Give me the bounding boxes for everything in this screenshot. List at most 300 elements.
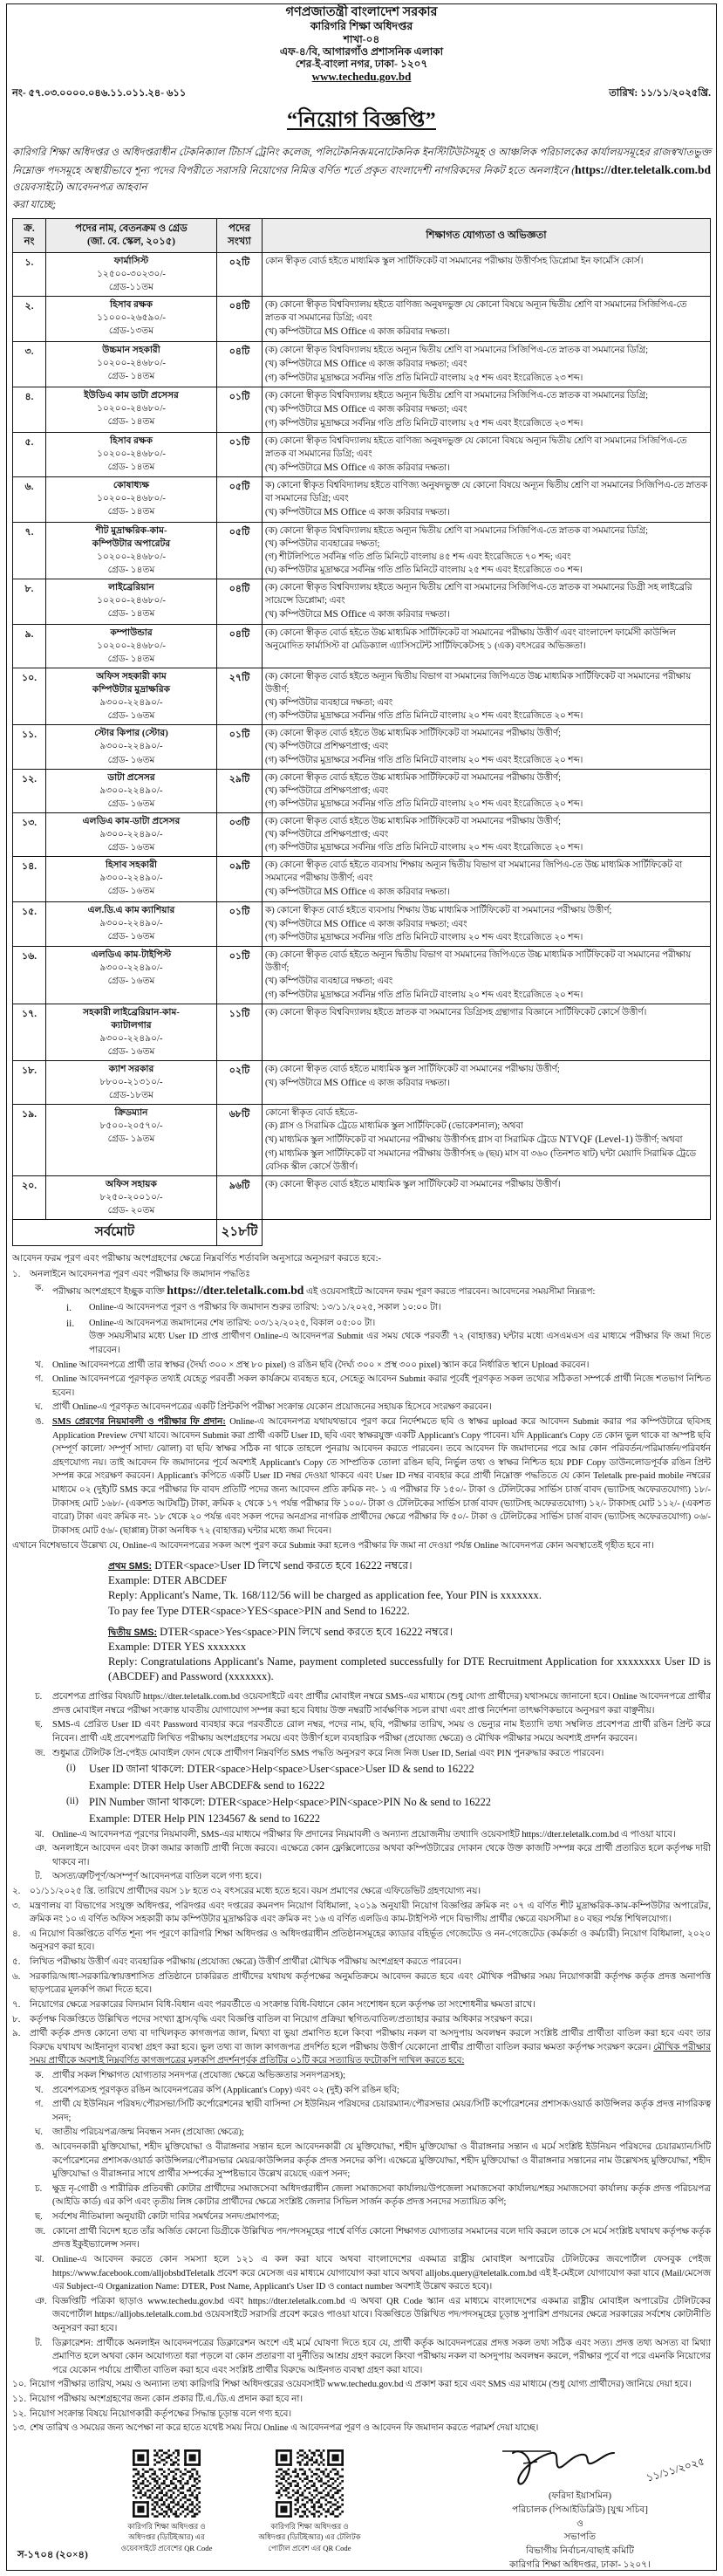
total-blank [263, 1219, 711, 1245]
condition-9-subitem-text: জাতীয় পরিচয়পত্র/জন্ম নিবন্ধন সনদ (প্রযোজ্য ক্ষেত্রে); [52, 2127, 244, 2138]
col-header-count-l1: পদের [228, 223, 250, 235]
cell-post-name [46, 947, 217, 1004]
qualification-line: (খ) কম্পিউটারে MS Office এ কাজ করিবার দক্ষতা। [265, 1077, 450, 1088]
condition-item [12, 1998, 711, 2012]
instruction-jha-text: Online-এ আবেদনপত্র পূরণের নিয়মাবলী, SMS-এর মাধ্যমে পরীক্ষার ফি প্রদানের নিয়মাবলী ও অন্যান্য প্রয়োজনীয় তথ্যাদি ওয়েবসাইট https://dter.teletalk.com.bd এ পাওয়া যাবে। [52, 1829, 676, 1840]
cell-vacancy-count: ০২টি [217, 252, 263, 296]
qualification-line: (ক) কোনো স্বীকৃত বিশ্ববিদ্যালয় হইতে বাণিজ্য অনুষদভুক্ত যে কোনো বিষয়ে অন্যূন দ্বিতীয় শ্রেণি বা সমমানের সিজিপিএ-তে স্নাতক বা সমমানের ডিগ্রি; এবং [265, 435, 687, 459]
table-row [13, 1060, 711, 1104]
cell-vacancy-count: ০১টি [217, 947, 263, 1004]
instruction-ja-text: শুধুমাত্র টেলিটক প্রি-পেইড মোবাইল ফোন থেকে প্রার্থীগণ নিম্নবর্ণিত SMS পদ্ধতি অনুসরণ করে নিজ নিজ User ID, Serial এবং PIN পুনরুদ্ধার করতে পারবেন। [52, 1748, 604, 1758]
apply-url-link[interactable]: https://dter.teletalk.com.bd [575, 163, 711, 177]
qualification-line: (গ) কম্পিউটার মুদ্রাক্ষরে সর্বনিম্ন গতি প্রতি মিনিটে বাংলায় ২৫ শব্দ এবং ইংরেজিতে ২৩ শব্দ। [265, 418, 583, 428]
qualification-line: (খ) কম্পিউটারে MS Office এ কাজ করিবার দক্ষতা; এবং [265, 918, 467, 929]
condition-item-marker: ৬. [12, 1971, 21, 1982]
cell-post-name [46, 341, 217, 387]
pay-grade: গ্রেড- ১৪তম [107, 462, 155, 472]
cell-vacancy-count: ০১টি [217, 725, 263, 769]
qualification-line: (খ) কম্পিউটারে প্রশিক্ষণপ্রাপ্ত; এবং [265, 742, 389, 752]
pay-scale: ৮২৫০-২০০১০/- [99, 1192, 163, 1202]
signature-block [449, 2444, 711, 2573]
pay-grade: গ্রেড-১১তম [108, 283, 154, 293]
condition-9-subitem-marker: চ. [35, 2183, 43, 2194]
second-sms-label: দ্বিতীয় SMS: [108, 1627, 157, 1638]
condition-9-subitem-text: ক্ষুদ্র নৃ-গোষ্ঠী ও শারীরিক প্রতিবন্ধী কোটার প্রার্থীদের সমাজসেবা অধিদপ্তরাধীন জেলা সমাজসেবা কার্যালয়/উপজেলা সমাজসেবা কার্যালয়/শহর সমাজসেবা কার্যালয় কর্তৃক প্রদত্ত পরিচয়পত্র (আইডি কার্ড) এর কপি এবং তৃতীয় লিঙ্গ কোটার প্রার্থীদের ক্ষেত্রে সংশ্লিষ্ট জেলার সিভিল সার্জন কর্তৃক প্রদত্ত সনদের সত্যায়িত কপি; [52, 2183, 711, 2208]
instruction-item-ga [35, 1373, 711, 1400]
cell-vacancy-count: ০৪টি [217, 341, 263, 387]
condition-9-underlined: মৌখিক পরীক্ষার সময় প্রার্থীকে অবশ্যই নিম্নবর্ণিত কাগজপত্রের মূলকপি প্রদর্শনপূর্বক প্রতিটির ০১টি করে সত্যায়িত ফটোকপি দাখিল করতে হবে: [30, 2042, 711, 2066]
qualification-line: (ক) কোনো স্বীকৃত বোর্ড হইতে মাধ্যমিক স্কুল সার্টিফিকেট বা সমমানের পরীক্ষায় উত্তীর্ণ; [265, 1064, 560, 1074]
qualification-line: (খ) মাধ্যমিক স্কুল সার্টিফিকেট বা সমমানের পরীক্ষায় উত্তীর্ণসহ গ্লাস বা সিরামিক ট্রেডে NTVQF (Level-1) উত্তীর্ণ; অথবা [265, 1134, 683, 1145]
qualification-line: (খ) কম্পিউটারে প্রশিক্ষণপ্রাপ্ত; এবং [265, 829, 389, 839]
second-sms-reply: Reply: Congratulations Applicant's Name, payment completed successfully for DTE Recruitment Application for xxxxxxxx User ID is (ABCDEF) and Password (xxxxxxx). [108, 1655, 711, 1682]
qualification-line: (ক) কোনো স্বীকৃত বোর্ড হইতে ব্যবসায় শিক্ষায় অন্যূন দ্বিতীয় বিভাগ বা সমমানের জিপিএ-তে উচ্চ মাধ্যমিক সার্টিফিকেট বা সমমানের পরীক্ষায় উত্তীর্ণ; এবং [265, 860, 683, 883]
condition-9-subitem [35, 2141, 711, 2182]
handwritten-signature [449, 2444, 711, 2490]
table-row [13, 523, 711, 579]
cell-serial: ১. [13, 252, 46, 296]
cell-post-name [46, 523, 217, 579]
signatory-office: কারিগরি শিক্ষা অধিদপ্তর, ঢাকা- ১২০৭। [509, 2560, 651, 2571]
instruction-sms-text [52, 1415, 711, 1538]
sms-rules-heading: SMS প্রেরণের নিয়মাবলী ও পরীক্ষার ফি প্রদান: [52, 1417, 226, 1428]
qualification-line: (ক) গ্লাস ও সিরামিক ট্রেডে মাধ্যমিক স্কুল সার্টিফিকেট (ভোকেশনাল); অথবা [265, 1120, 524, 1131]
cell-post-name [46, 725, 217, 769]
condition-9-subitem-marker: ট. [35, 2338, 43, 2348]
post-title: লাইব্রেরিয়ান [108, 583, 154, 593]
post-title: এলডিএ কাম-ডাটা প্রসেসর [82, 816, 181, 826]
instruction-ka-marker: ক. [35, 1284, 44, 1294]
cell-vacancy-count: ০১টি [217, 387, 263, 432]
condition-9-subitem-marker: ঞ. [35, 2296, 47, 2306]
condition-9-subitem [35, 2225, 711, 2252]
pay-scale: ১০২০০-২৪৬৮০/- [97, 494, 166, 504]
publication-code: স-১৭০৪ (২০×৪) [17, 2550, 88, 2561]
post-title: কোষাধ্যক্ষ [113, 481, 150, 491]
condition-item [12, 2408, 711, 2422]
table-row [13, 1104, 711, 1175]
qualification-line: (গ) কম্পিউটার মুদ্রাক্ষরে সর্বনিম্ন গতি প্রতি মিনিটে বাংলায় ২০ শব্দ এবং ইংরেজিতে ২০ শব্দ। [265, 755, 583, 765]
instructions-section [12, 1252, 711, 2436]
condition-9-subitem [35, 2337, 711, 2378]
col-header-vacancies [217, 219, 263, 253]
pay-scale: ৮৮০০-২১৩১০/- [99, 1077, 163, 1087]
post-title: কম্পাউন্ডার [110, 628, 153, 639]
post-title-line2: কম্পিউটার মুদ্রাক্ষরিক [92, 685, 171, 695]
document-footer [12, 2444, 711, 2576]
intro-text-2: ওয়েবসাইটে) আবেদনপত্র আহবান [12, 182, 147, 194]
col-header-serial-l1: ক্র. [24, 223, 35, 235]
qualification-line: (ক) কোনো স্বীকৃত বোর্ড হইতে উচ্চ মাধ্যমিক সার্টিফিকেট বা সমমানের পরীক্ষায় উত্তীর্ণ; [265, 816, 561, 826]
intro-tail: করা যাচ্ছে; [12, 199, 57, 211]
table-row [13, 387, 711, 432]
condition-9-subitem [35, 2069, 711, 2083]
signatory-and: ও [576, 2518, 583, 2529]
first-sms-example: Example: DTER ABCDEF [108, 1574, 228, 1587]
qualification-line: (ক) কোনো স্বীকৃত বিশ্ববিদ্যালয় হইতে অন্যূন দ্বিতীয় শ্রেণি বা সমমানের সিজিপিএ-তে স্নাতক বা সমমানের ডিগ্রি; [265, 526, 648, 537]
memo-number: নং- ৫৭.০৩.০০০০.০৪৬.১১.০১১.২৪- ৬১১ [12, 87, 187, 99]
cell-vacancy-count: ০২টি [217, 1060, 263, 1104]
condition-item-text: লিখিত পরীক্ষায় উত্তীর্ণ এবং ব্যবহারিক পরীক্ষায় (প্রযোজ্য ক্ষেত্রে) উত্তীর্ণ প্রার্থীরা মৌখিক পরীক্ষায় অংশগ্রহণ করতে পারবেন। [30, 1957, 461, 1968]
instruction-kha-text: Online আবেদনপত্রে প্রার্থী তার স্বাক্ষর (দৈর্ঘ্য ৩০০ × প্রস্থ ৮০ pixel) ও রঙিন ছবি (দৈর্ঘ্য ৩০০ × প্রস্থ ৩০০ pixel) স্ক্যান করে নির্ধারিত স্থানে Upload করবেন। [52, 1360, 590, 1370]
cell-post-name [46, 812, 217, 856]
condition-item-text: ০১/১১/২০২৫ খ্রি. তারিখে প্রার্থীদের বয়স ১৮ হতে ৩২ বৎসরের মধ্যে হতে হবে। বয়স প্রমাণের ক্ষেত্রে এফিডেভিট গ্রহণযোগ্য নয়। [30, 1887, 481, 1897]
condition-item [12, 1956, 711, 1970]
qualification-line: (গ) কম্পিউটার মুদ্রাক্ষরে সর্বনিম্ন গতি প্রতি মিনিটে বাংলায় ২০ শব্দ এবং ইংরেজিতে ২০ শব্দ। [265, 933, 583, 943]
post-title: এল.ডি.এ কাম ক্যাশিয়ার [87, 905, 175, 915]
help-pin-text [89, 1794, 711, 1826]
cell-post-name [46, 579, 217, 625]
total-vacancies: ২১৮টি [217, 1219, 263, 1245]
memo-row [12, 86, 711, 102]
qualification-line: (ক) কোনো স্বীকৃত বোর্ড হইতে উচ্চ মাধ্যমিক সার্টিফিকেট বা সমমানের পরীক্ষায় উত্তীর্ণ এবং বাংলাদেশ ফার্মেসী কাউন্সিল অনুমোদিত ফার্মাসিস্ট বা মেডিক্যাল এ্যাসিসটেন্ট সার্টিফিকেটসহ ১ (এক) বৎসরের অভিজ্ঞতা। [265, 628, 676, 652]
condition-9-subitem [35, 2098, 711, 2125]
pay-grade: গ্রেড- ১৪তম [107, 565, 155, 576]
cell-serial: ৩. [13, 341, 46, 387]
first-sms-line [108, 1559, 711, 1573]
pay-scale: ৯৩০০-২২৪৯০/- [99, 1033, 163, 1044]
cell-serial: ৬. [13, 477, 46, 523]
condition-9-subitem-marker: জ. [35, 2226, 45, 2237]
condition-item-text: নিয়োগের ক্ষেত্রে সরকারের বিদ্যমান বিধি-বিধান এবং পরবর্তীতে এ সংক্রান্ত বিধি-বিধানে কোন সংশোধন হলে কর্তৃপক্ষ তা সংশোধনীর ক্ষমতা রাখে। [30, 1999, 535, 2010]
post-title: এলডিএ কাম-টাইপিস্ট [91, 950, 172, 961]
qr-teletalk-caption: কারিগরি শিক্ষা অধিদপ্তর ও অধিদপ্তর (ডিটিইআর) এর টেলিটক পোর্টাল প্রবেশ এর QR Code [258, 2521, 361, 2552]
instruction-nya-marker: ঞ. [35, 1844, 47, 1854]
condition-item-marker: ১২. [12, 2408, 27, 2419]
posts-table-body [13, 252, 711, 1245]
pay-grade: গ্রেড- ১৬তম [107, 798, 155, 809]
cell-post-name [46, 297, 217, 342]
cell-post-name [46, 1060, 217, 1104]
condition-item-marker: ৭. [12, 1999, 21, 2010]
qualification-line: (ক) কোনো স্বীকৃত বিশ্ববিদ্যালয় হইতে বাণিজ্য অনুষদভুক্ত যে কোনো বিষয়ে অন্যূন দ্বিতীয় শ্রেণি বা সমমানের সিজিপিএ-তে স্নাতক বা সমমানের ডিগ্রি; এবং [265, 300, 687, 324]
condition-item-text: শেষ তারিখ ও সময়ের জন্য অপেক্ষা না করে হাতে যথেষ্ট সময় নিয়ে Online এ আবেদনপত্র পূরণ ও আবেদন ফি জমাদান করতে পরামর্শ দেয়া যাচ্ছে। [30, 2423, 539, 2434]
second-sms-example: Example: DTER YES xxxxxxx [108, 1640, 246, 1653]
qualification-line: (খ) কম্পিউটার ব্যবহারে দক্ষতা; এবং [265, 976, 393, 987]
condition-9-subitem-marker: ঙ. [35, 2142, 44, 2153]
cell-qualification [263, 1060, 711, 1104]
qualification-line: (ক) কোনো স্বীকৃত বিশ্ববিদ্যালয় হইতে অন্যূন দ্বিতীয় শ্রেণি বা সমমানের সিজিপিএ-তে স্নাতক বা সমমানের ডিগ্রী সহ লাইব্রেরি সায়েন্সে ডিপ্লোমা; এবং [265, 583, 692, 606]
cell-qualification [263, 668, 711, 725]
qualification-line: (খ) কম্পিউটারে MS Office এ কাজ করিবার দক্ষতা। [265, 886, 450, 897]
pay-grade: গ্রেড- ১৪তম [107, 609, 155, 620]
cell-qualification [263, 1175, 711, 1219]
instruction-chha-marker: ছ. [35, 1720, 43, 1730]
cell-serial: ৮. [13, 579, 46, 625]
pay-scale: ৯৩০০-২২৪৯০/- [99, 963, 163, 974]
signatory-title: পরিচালক (পিআইডিব্লিউ) [যুগ্ম সচিব] [512, 2504, 648, 2515]
cell-serial: ৪. [13, 387, 46, 432]
intro-text-1: কারিগরি শিক্ষা অধিদপ্তর ও অধিদপ্তরাধীন টেকনিক্যাল টিচার্স ট্রেনিং কলেজ, পলিটেকনিক/মনোটেকনিক ইনস্টিটিউটসমূহ ও আঞ্চলিক পরিচালকের কার্যালয়সমূহের রাজস্বখাতভুক্ত নিম্নোক্ত পদসমূহে অস্থায়ীভাবে শূন্য পদের বিপরীতে সরাসরি নিয়োগের নিমিত্ত বর্ণিত শর্তে প্রকৃত বাংলাদেশী নাগরিকদের নিকট হতে অনলাইনে ( [12, 146, 711, 177]
pay-scale: ১২৫০০-৩০২৩০/- [97, 269, 166, 279]
condition-item-text: মন্ত্রণালয় বা বিভাগের সংযুক্ত অধিদপ্তর, পরিদপ্তর এবং দপ্তরের কমনপদ নিয়োগ বিধিমালা, ২০১৯ অনুযায়ী নিয়োগ বিজ্ঞপ্তির ক্রমিক নং ০৭ এ বর্ণিত শীট মুদ্রাক্ষরিক-কাম-কম্পিউটার অপারেটর, ক্রমিক নং ১০ এ বর্ণিত অফিস সহকারী কাম কম্পিউটার মুদ্রাক্ষরিক এবং ক্রমিক নং ১৬ এ বর্ণিত এলডিএ কাম-টাইপিস্ট পদে বিভাগীয় প্রার্থীর ক্ষেত্রে বয়সসীমা ৪০ বছর পর্যন্ত শিথিলযোগ্য। [30, 1901, 711, 1925]
cell-qualification [263, 1004, 711, 1060]
cell-vacancy-count: ০৪টি [217, 297, 263, 342]
condition-item [12, 1885, 711, 1899]
qualification-line: (গ) কম্পিউটার মুদ্রাক্ষরে সর্বনিম্ন গতি প্রতি মিনিটে বাংলায় ২০ শব্দ এবং ইংরেজিতে ২০ শব্দ। [265, 798, 583, 809]
cell-post-name [46, 1004, 217, 1060]
sms-note: এখানে বিশেষভাবে উল্লেখ্য যে, Online-এ আবেদনপত্রের সকল অংশ পুরণ করে Submit করা হলেও পরীক্ষার ফি জমা না দেওয়া পর্যন্ত Online আবেদনপত্র কোন অবস্থাতেই গৃহীত হবে না। [12, 1540, 654, 1551]
qualification-line: (গ) কম্পিউটার মুদ্রাক্ষরে সর্বনিম্ন গতি প্রতি মিনিটে বাংলায় ২০ শব্দ এবং ইংরেজিতে ২০ শব্দ। [265, 711, 583, 722]
cell-qualification [263, 297, 711, 342]
instruction-item-sms [35, 1415, 711, 1538]
teletalk-portal-qr-code-icon[interactable] [276, 2449, 344, 2518]
instruction-kha-marker: খ. [35, 1360, 44, 1370]
header-website-link[interactable]: www.techedu.gov.bd [311, 70, 412, 84]
col-header-post-l1: পদের নাম, বেতনক্রম ও গ্রেড [75, 223, 188, 235]
condition-9-body: প্রার্থী কর্তৃক প্রদত্ত কোনো তথ্য বা দাখিলকৃত কাগজপত্র জাল, মিথ্যা বা ভুয়া প্রমাণিত হলে কিংবা পরীক্ষায় নকল বা অসদুপায় অবলম্বন করলে সংশ্লিষ্ট প্রার্থীর প্রার্থীতা বাতিল করা হবে এবং তার বিরুদ্ধে যথাযথ আইনানুগ ব্যবস্থা গ্রহণ করা হবে। ভুল তথ্য বা জাল কাগজপত্র প্রদর্শিত হলে পরীক্ষায় উত্তীর্ণ যেকোনো প্রার্থীর প্রার্থীতা বাতিল করার ক্ষমতা কর্তৃপক্ষ সংরক্ষণ করেন। [30, 2029, 711, 2052]
page-title: “নিয়োগ বিজ্ঞপ্তি” [286, 108, 437, 132]
post-title: ইউডিএ কাম ডাটা প্রসেসর [84, 390, 179, 401]
table-row [13, 1175, 711, 1219]
cell-vacancy-count: ১১টি [217, 1004, 263, 1060]
qualification-line: (ক) কোনো স্বীকৃত বোর্ড হইতে অন্যূন দ্বিতীয় বিভাগ বা সমমানের জিপিএতে উচ্চ মাধ্যমিক সার্টিফিকেট বা সমমানের পরীক্ষায় উত্তীর্ণ; [265, 950, 692, 974]
table-row [13, 668, 711, 725]
condition-item-text: এ নিয়োগ বিজ্ঞপ্তিতে বর্ণিত শূন্য পদ পূরণে কারিগরি শিক্ষা অধিদপ্তর ও অধিদপ্তরাধীন প্রতিষ্ঠানসমূহের ক্যাডার বহির্ভূত গেজেটেড ও নন-গেজেটেড (কর্মকর্তা ও কর্মচারী) নিয়োগ বিধিমালা, ২০২০ অনুসরণ করা হবে। [30, 1929, 711, 1953]
condition-item-text: নিয়োগ পরীক্ষায় অংশগ্রহণের জন্য কোন প্রকার টি.এ./ডি.এ প্রদান করা হবে না। [30, 2394, 304, 2404]
col-header-post-name [46, 219, 217, 253]
pay-grade: গ্রেড- ১৪তম [107, 416, 155, 427]
first-sms-block [108, 1559, 711, 1619]
instruction-item-ka [35, 1282, 711, 1299]
condition-9-subitem [35, 2253, 711, 2294]
pay-grade: গ্রেড-১৮তম [108, 1090, 154, 1100]
cell-serial: ২০. [13, 1175, 46, 1219]
table-row [13, 769, 711, 812]
col-header-post-l2: (জা. বে. স্কেল, ২০১৫) [87, 236, 175, 248]
instruction-ga-text: Online আবেদনপত্রে পূরণকৃত তথ্যই যেহেতু পরবর্তী সকল কার্যক্রমে ব্যবহৃত হবে, সেহেতু আবেদন Submit করার পূর্বেই পূরণকৃত সকল তথ্যের সঠিকতা সম্পর্কে প্রার্থী নিজে শতভাগ নিশ্চিত হবেন। [52, 1374, 711, 1398]
qr-item-teletalk [258, 2449, 361, 2553]
condition-9-subitem-text: বিজ্ঞপ্তিটি পত্রিকা ছাড়াও www.techedu.gov.bd এবং https://dter.teletalk.com.bd এ অথবা QR Code স্ক্যান এর মাধ্যমে বাংলাদেশের একমাত্র রাষ্ট্রীয় মোবাইল অপারেটর টেলিটকের জবপোর্টাল https://alljobs.teletalk.com.bd ওয়েবসাইটে সরাসরি প্রবেশ করেও পাওয়া যাবে। বিজ্ঞপ্তিতে উল্লিখিত পদ/পদসমূহের চূড়ান্ত সুপারিশ প্রণয়নের ক্ষেত্রে সরকারের সর্বশেষ কোটানীতি অনুসরণ করা হবে। [52, 2296, 711, 2333]
instruction-ta-text: অসত্য/ত্রুটিপূর্ণ/অসম্পূর্ণ আবেদনপত্র বাতিল বলে গণ্য হবে। [52, 1872, 263, 1882]
pay-grade: গ্রেড- ১৬তম [107, 976, 155, 987]
first-sms-pay: To pay fee Type DTER<space>YES<space>PIN and Send to 16222. [108, 1604, 410, 1617]
cell-qualification [263, 579, 711, 625]
table-row [13, 252, 711, 296]
pay-grade: গ্রেড- ১৬তম [107, 711, 155, 722]
cell-qualification [263, 901, 711, 947]
help-userid-text [89, 1761, 711, 1793]
memo-date: তারিখ: ১১/১১/২০২৫খ্রি. [609, 87, 711, 99]
qualification-line: (ক) কোনো স্বীকৃত বিশ্ববিদ্যালয় হইতে অন্যূন দ্বিতীয় শ্রেণি বা সমমানের সিজিপিএ-তে স্নাতক বা সমমানের ডিগ্রি; [265, 390, 648, 401]
cell-qualification [263, 625, 711, 668]
condition-item-text: নিয়োগ সংক্রান্ত বিষয়ে নিয়োগকারী কর্তৃপক্ষের সিদ্ধান্ত চূড়ান্ত বলে গণ্য হবে। [30, 2408, 292, 2419]
pay-scale: ১০২০০-২৪৬৮০/- [97, 358, 166, 368]
pay-scale: ৮৫০০-২০৫৭০/- [99, 1120, 163, 1131]
pay-grade: গ্রেড- ১৬তম [107, 1046, 155, 1057]
post-title: ক্রিডম্যান [114, 1107, 148, 1118]
qualification-line: (ক) কোনো স্বীকৃত বোর্ড হইতে অন্যূন দ্বিতীয় বিভাগ বা সমমানের জিপিএতে উচ্চ মাধ্যমিক সার্টিফিকেট বা সমমানের পরীক্ষায় উত্তীর্ণ; [265, 672, 692, 695]
numbered-conditions-list [12, 1885, 711, 2026]
document-header [12, 5, 711, 84]
signature-date: ১১/১১/২০২৫ [645, 2455, 706, 2484]
cell-serial: ১৩. [13, 812, 46, 856]
cell-qualification [263, 523, 711, 579]
qualification-line: (খ) কম্পিউটারে MS Office এ কাজ করিবার দক্ষতা; এবং [265, 358, 467, 369]
qualification-line: কোন স্বীকৃত বোর্ড হইতে মাধ্যমিক স্কুল সার্টিফিকেট বা সমমানের পরীক্ষায় উত্তীর্ণসহ ডিপ্লোমা ইন ফার্মেসি কোর্স। [265, 256, 644, 266]
branch-name: শাখা-০৪ [343, 32, 380, 45]
qualification-line: (খ) কম্পিউটার ব্যবহারে দক্ষতা; এবং [265, 698, 393, 709]
qualification-line: (খ) কম্পিউটারে MS Office এ কাজ করিবার দক্ষতা। [265, 462, 450, 473]
table-row [13, 812, 711, 856]
office-city: শের-ই-বাংলা নগর, ঢাকা- ১২০৭ [295, 58, 428, 71]
table-row [13, 901, 711, 947]
cell-vacancy-count: ০৪টি [217, 625, 263, 668]
cell-serial: ১৫. [13, 901, 46, 947]
cell-post-name [46, 769, 217, 812]
condition-9-subitem-marker: ছ. [35, 2212, 43, 2223]
instruction-item-1 [12, 1268, 711, 1282]
table-row [13, 297, 711, 342]
title-wrap [12, 104, 711, 139]
ka-pre: পরীক্ষায় অংশগ্রহণে ইচ্ছুক ব্যক্তি [52, 1287, 167, 1298]
post-title: ফার্মাসিস্ট [113, 256, 149, 266]
cell-vacancy-count: ০১টি [217, 901, 263, 947]
cell-qualification [263, 947, 711, 1004]
table-row [13, 432, 711, 477]
ka-post: এই ওয়েবসাইটে আবেদন ফরম পূরণ করতে পারবেন। আবেদনের সময়সীমা নিম্নরূপ: [304, 1287, 596, 1298]
condition-9-subitem-marker: খ. [35, 2085, 44, 2095]
ka-url-link[interactable]: https://dter.teletalk.com.bd [167, 1284, 304, 1298]
pay-grade: গ্রেড- ১৪তম [107, 654, 155, 665]
cell-serial: ৫. [13, 432, 46, 477]
condition-9-subitem-marker: ক. [35, 2070, 44, 2080]
pay-scale: ১০২০০-২৪৬৮০/- [97, 552, 166, 563]
website-qr-code-icon[interactable] [133, 2449, 201, 2518]
qualification-line: (গ) কম্পিউটার মুদ্রাক্ষরে সর্বনিম্ন গতি প্রতি মিনিটে বাংলায় ২০ শব্দ এবং ইংরেজিতে ২০ শব্দ। [265, 842, 583, 853]
total-label: সর্বমোট [13, 1219, 217, 1245]
instruction-nya-text: অনলাইনে আবেদন এবং টাকা জমার কাজটি প্রার্থী নিজে করবে। এক্ষেত্রে কোন ফ্লেক্সিলোডের অথবা কম্পিউটারের দোকান থেকে উক্ত কাজটি সম্পন্ন করে প্রার্থী প্রতারিত হলে কর্তৃপক্ষ দায়ী থাকবে না। [52, 1844, 711, 1867]
cell-vacancy-count: ৯৬টি [217, 1175, 263, 1219]
post-title: স্টোর কিপার (স্টোর) [94, 729, 168, 739]
qualification-line: (ঘ) কম্পিউটার মুদ্রাক্ষরে সর্বনিম্ন গতি প্রতি মিনিটে বাংলায় ২৫ শব্দ এবং ইংরেজিতে ৩০ শব্দ। [265, 565, 583, 576]
qualification-line: (ক) কোনো স্বীকৃত বোর্ড হইতে উচ্চ মাধ্যমিক সার্টিফিকেট বা সমমানের পরীক্ষায় উত্তীর্ণ; [265, 772, 561, 783]
instruction-ta-marker: ট. [35, 1872, 43, 1882]
instruction-ja-marker: জ. [35, 1748, 45, 1758]
second-sms-block [108, 1625, 711, 1685]
pay-grade: গ্রেড-১৩তম [108, 326, 154, 337]
cell-post-name [46, 1175, 217, 1219]
pay-grade: গ্রেড- ১৬তম [107, 755, 155, 765]
post-title: হিসাব সহকারী [105, 860, 158, 870]
table-row [13, 579, 711, 625]
cell-qualification [263, 477, 711, 523]
cell-post-name [46, 856, 217, 901]
signatory-committee: বিভাগীয় নির্বাচন/বাছাই কমিটি [526, 2546, 634, 2557]
condition-item [12, 2013, 711, 2027]
cell-qualification [263, 725, 711, 769]
cell-post-name [46, 901, 217, 947]
condition-item [12, 2378, 711, 2392]
instruction-gha-text: প্রার্থী Online-এ পূরণকৃত আবেদনপত্রের একটি প্রিন্টকপি পরীক্ষা সংক্রান্ত যেকোন প্রয়োজনের সহায়ক হিসেবে সংরক্ষণ করবেন। [52, 1402, 492, 1413]
help-pin-marker: (ii) [66, 1796, 78, 1807]
pay-scale: ৯৩০০-২২৪৯০/- [99, 742, 163, 752]
qualification-line: (গ) কম্পিউটার মুদ্রাক্ষরে সর্বনিম্ন গতি প্রতি মিনিটে বাংলায় ২০ শব্দ এবং ইংরেজিতে ২০ শব্দ। [265, 990, 583, 1000]
first-sms-format: DTER<space>User ID লিখে send করতে হবে 16222 নম্বরে। [152, 1559, 413, 1572]
condition-9-marker: ৯. [12, 2029, 21, 2039]
help-userid-format: User ID জানা থাকলে: DTER<space>Help<space>User<space>User ID & send to 16222 [89, 1763, 474, 1776]
cell-post-name [46, 477, 217, 523]
condition-9-subitem [35, 2084, 711, 2098]
condition-9-subitem [35, 2295, 711, 2336]
pay-scale: ৯৩০০-২২৪৯০/- [99, 873, 163, 883]
instruction-cha-text: প্রবেশপত্র প্রাপ্তির বিষয়টি https://dter.teletalk.com.bd ওয়েবসাইটে এবং প্রার্থীর মোবাইল নম্বরে SMS-এর মাধ্যমে (শুধু যোগ্য প্রার্থীদের) যথাসময়ে জানানো হবে। Online আবেদনপত্রে প্রার্থীর প্রদত্ত মোবাইল নম্বরে পরীক্ষা সংক্রান্ত যাবতীয় যোগাযোগ সম্পন্ন করা হবে বিধায় উক্ত নম্বরটি সার্বক্ষণিক সচল রাখা এবং প্রাপ্ত নির্দেশনা তাৎক্ষণিকভাবে অনুসরণ করা বাঞ্ছনীয়। [52, 1692, 711, 1716]
cell-serial: ৭. [13, 523, 46, 579]
qualification-line: (ক) কোনো স্বীকৃত বোর্ড হইতে মাধ্যমিক স্কুল সার্টিফিকেট বা সমমানের পরীক্ষায় উত্তীর্ণ। [265, 1179, 561, 1189]
pay-scale: ৯৩০০-২২৪৯০/- [99, 785, 163, 796]
help-pin-format: PIN Number জানা থাকলে: DTER<space>Help<space>PIN<space>PIN No & send to 16222 [89, 1796, 492, 1809]
instruction-roman-ii [66, 1317, 711, 1358]
instruction-item-kha [35, 1359, 711, 1373]
pay-scale: ৯৩০০-২২৪৯০/- [99, 829, 163, 839]
condition-item [12, 2422, 711, 2436]
roman-i-text: Online-এ আবেদনপত্র পূরণ ও পরীক্ষার ফি জমাদান শুরুর তারিখ: ১৩/১১/২০২৫, সকাল ১০:০০ টা। [89, 1302, 441, 1312]
cell-qualification [263, 432, 711, 477]
pay-grade: গ্রেড- ১৪তম [107, 507, 155, 517]
signatory-name: (ফরিদা ইয়াসমিন) [549, 2490, 611, 2501]
condition-9-sublist [35, 2069, 711, 2377]
instruction-gha-marker: ঘ. [35, 1402, 44, 1413]
post-title: উচ্চমান সহকারী [102, 345, 160, 355]
condition-9-subitem [35, 2126, 711, 2140]
col-header-serial-l2: নং [24, 236, 35, 248]
qr-website-caption: কারিগরি শিক্ষা অধিদপ্তর ও অধিদপ্তর (ডিটিইআর) এর ওয়েবসাইটে প্রবেশের QR Code [120, 2521, 213, 2552]
condition-9-subitem-text: ডিক্লারেশন: প্রার্থীকে অনলাইন আবেদনপত্রের ডিক্লারেশন অংশে এই মর্মে ঘোষণা দিতে হবে যে, প্রার্থী কর্তৃক আবেদনপত্রের প্রদত্ত সকল তথ্য সঠিক এবং সত্য। প্রদত্ত তথ্য অসত্য বা মিথ্যা প্রমাণিত হলে অথবা কোন অযোগ্যতা ধরা পড়লে বা কোন প্রতারণা বা দুর্নীতির আশ্রয় গ্রহণ করলে কিংবা পরীক্ষায় নকল বা অসদুপায় অবলম্বন করলে, পরীক্ষার পূর্বে বা পরে এমনকি নিয়োগের পরে যেকোন পর্যায়ে প্রার্থীতা বাতিল করা হবে এবং সংশ্লিষ্ট প্রার্থীর বিরুদ্ধে আইনগত ব্যবস্থা গ্রহণ করা যাবে। [52, 2338, 711, 2375]
condition-item-marker: ২. [12, 1887, 21, 1897]
condition-item-text: সরকারি/আধা-সরকারি/স্বায়ত্তশাসিত প্রতিষ্ঠানে চাকরিরত প্রার্থীদের যথাযথ কর্তৃপক্ষের অনুমতিক্রমে আবেদন করতে হবে এবং মৌখিক পরীক্ষার সময় নিয়োগকারী কর্তৃপক্ষ কর্তৃক প্রদত্ত অনাপত্তি ছাড়পত্রের মূলকপি জমা দিতে হবে। [30, 1971, 711, 1996]
instruction-item-ta [35, 1870, 711, 1884]
condition-9-subitem-marker: ঝ. [35, 2254, 44, 2264]
cell-qualification [263, 1104, 711, 1175]
cell-post-name [46, 432, 217, 477]
cell-vacancy-count: ০৩টি [217, 812, 263, 856]
pay-grade: গ্রেড- ২০তম [107, 1205, 155, 1216]
help-userid-example: Example: DTER Help User ABCDEF& send to 16222 [89, 1778, 325, 1792]
post-title: ডাটা প্রসেসর [107, 772, 155, 783]
table-header-row [13, 219, 711, 253]
instruction-1-marker: ১. [12, 1269, 21, 1279]
instruction-item-jha [35, 1828, 711, 1842]
post-title: অফিস সহায়ক [106, 1179, 157, 1189]
qualification-line: (ক) কোনো স্বীকৃত বিশ্ববিদ্যালয় হইতে অন্যূন দ্বিতীয় শ্রেণি বা সমমানের সিজিপিএ-তে স্নাতক বা সমমানের ডিগ্রি; [265, 345, 648, 355]
cell-qualification [263, 769, 711, 812]
cell-qualification [263, 856, 711, 901]
condition-9-subitem [35, 2182, 711, 2209]
condition-item-marker: ৫. [12, 1957, 21, 1968]
cell-serial: ৯. [13, 625, 46, 668]
cell-serial: ১০. [13, 668, 46, 725]
help-pin-example: Example: DTER Help PIN 1234567 & send to 16222 [89, 1812, 320, 1825]
tail-conditions-list [12, 2378, 711, 2435]
cell-vacancy-count: ০৫টি [217, 477, 263, 523]
table-row [13, 856, 711, 901]
cell-qualification [263, 812, 711, 856]
roman-ii-sub: উক্ত সময়সীমার মধ্যে User ID প্রাপ্ত প্রার্থীগণ Online-এ আবেদনপত্র Submit এর সময় থেকে পরবর্তী ৭২ (বাহাত্তর) ঘন্টার মধ্যে এসএমএস এর মাধ্যমে পরীক্ষার ফি জমা দিতে পারবেন। [89, 1332, 711, 1355]
pay-scale: ১১০০০-২৬৫৯০/- [97, 313, 166, 324]
pay-scale: ৯৩০০-২২৪৯০/- [99, 698, 163, 709]
signatory-role: সভাপতি [563, 2532, 597, 2543]
qualification-line: কোনো স্বীকৃত বোর্ড হইতে- [265, 1107, 358, 1118]
pay-scale: ১০২০০-২৪৬৮০/- [97, 403, 166, 414]
second-sms-line [108, 1625, 711, 1640]
post-title-line1: অফিস সহকারী কাম [96, 672, 167, 682]
condition-item [12, 1928, 711, 1955]
office-address: এফ-৪/বি, আগারগাঁও প্রশাসনিক এলাকা [279, 45, 444, 58]
cell-qualification [263, 252, 711, 296]
instruction-sms-marker: ঙ. [35, 1417, 44, 1428]
table-row [13, 725, 711, 769]
instruction-roman-i [66, 1301, 711, 1316]
